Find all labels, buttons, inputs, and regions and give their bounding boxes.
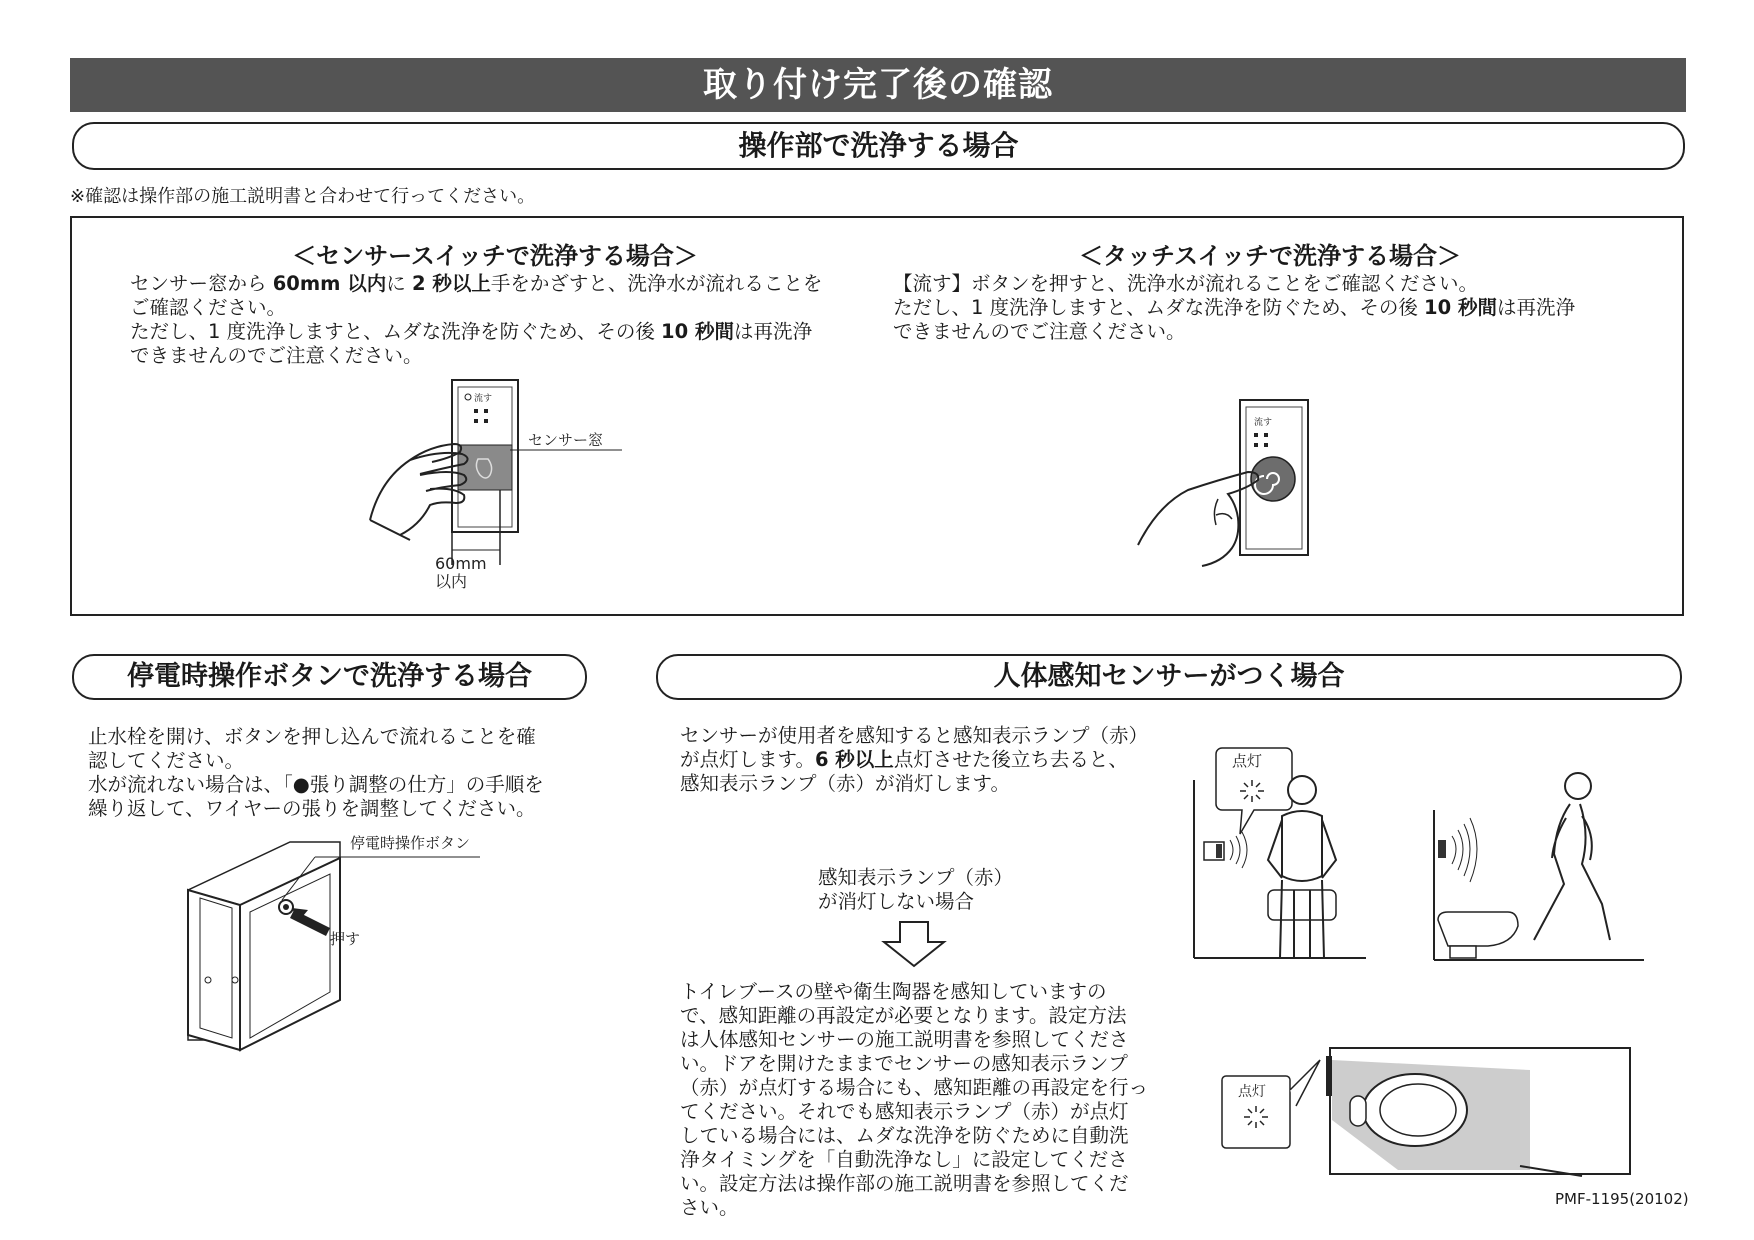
lit-label-1: 点灯 xyxy=(1232,752,1263,770)
lit-label-2: 点灯 xyxy=(1238,1084,1266,1100)
power-outage-text: 止水栓を開け、ボタンを押し込んで流れることを確 認してください。 水が流れない場合は、「●張り調整の仕方」の手順を 繰り返して、ワイヤーの張りを調整してください。 xyxy=(88,725,544,820)
power-button-label: 停電時操作ボタン xyxy=(350,834,471,852)
sensor-switch-heading: ＜センサースイッチで洗浄する場合＞ xyxy=(292,242,698,270)
down-arrow-icon xyxy=(880,920,948,968)
power-outage-illustration xyxy=(180,830,500,1060)
sensor-panel-label: 流す xyxy=(474,394,493,404)
section-header-human-sensor: 人体感知センサーがつく場合 xyxy=(656,654,1682,700)
top-view-illustration xyxy=(1220,1040,1640,1180)
document-code: PMF-1195(20102) xyxy=(1555,1190,1689,1208)
touch-switch-text: 【流す】ボタンを押すと、洗浄水が流れることをご確認ください。 ただし、1 度洗浄しますと、ムダな洗浄を防ぐため、その後 10 秒間は再洗浄 できませんのでご注意ください。 xyxy=(893,272,1575,343)
touch-switch-illustration xyxy=(1130,395,1330,585)
seated-user-illustration xyxy=(1190,740,1370,965)
sensor-switch-text: センサー窓から 60mm 以内に 2 秒以上手をかざすと、洗浄水が流れることを ご確認ください。 ただし、1 度洗浄しますと、ムダな洗浄を防ぐため、その後 10 秒間は再洗浄 できませんのでご注意ください。 xyxy=(130,272,823,367)
sensor-window-label: センサー窓 xyxy=(528,431,604,449)
condition-text: 感知表示ランプ（赤） が消灯しない場合 xyxy=(818,866,1014,913)
touch-panel-label: 流す xyxy=(1254,418,1273,428)
distance-label-within: 以内 xyxy=(435,572,468,591)
walking-user-illustration xyxy=(1430,770,1650,965)
human-sensor-text-1: センサーが使用者を感知すると感知表示ランプ（赤） が点灯します。6 秒以上点灯させた後立ち去ると、 感知表示ランプ（赤）が消灯します。 xyxy=(680,724,1149,795)
section-header-operation: 操作部で洗浄する場合 xyxy=(72,122,1685,170)
section-header-power-outage: 停電時操作ボタンで洗浄する場合 xyxy=(72,654,587,700)
push-label: 押す xyxy=(330,930,361,948)
human-sensor-text-2: トイレブースの壁や衛生陶器を感知していますの で、感知距離の再設定が必要となります。設定方法 は人体感知センサーの施工説明書を参照してくださ い。ドアを開けたままでセンサーの感知表示ランプ （赤）が点灯する場合にも、感知距離の再設定を行っ てください。それでも感知表示ランプ（赤）が点灯 している場合には、ムダな洗浄を防ぐために自動洗 浄タイミングを「自動洗浄なし」に設定してくださ い。設定方法は操作部の施工説明書を参照してくだ さい。 xyxy=(680,980,1149,1219)
sensor-switch-illustration xyxy=(360,375,630,595)
note-text: ※確認は操作部の施工説明書と合わせて行ってください。 xyxy=(70,186,536,207)
touch-switch-heading: ＜タッチスイッチで洗浄する場合＞ xyxy=(1078,242,1462,270)
distance-label-value: 60mm xyxy=(435,554,487,573)
page-title: 取り付け完了後の確認 xyxy=(70,58,1686,112)
